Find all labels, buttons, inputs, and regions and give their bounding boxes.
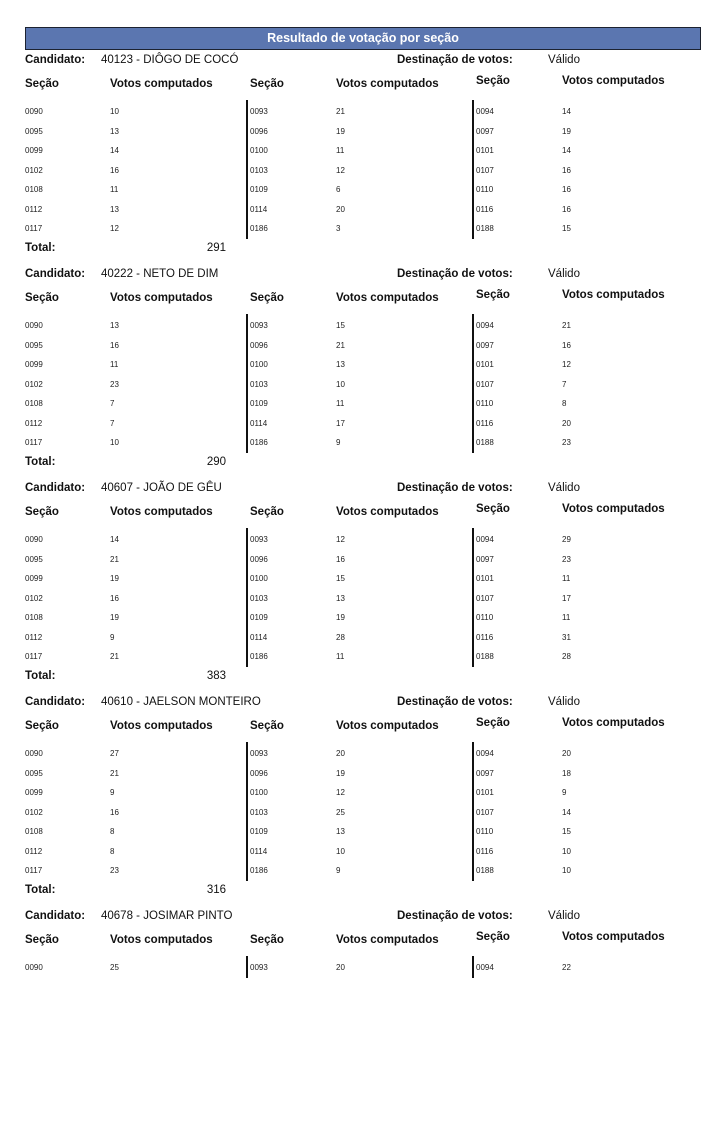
vote-count: 9 (110, 632, 115, 642)
vote-count: 11 (336, 399, 345, 408)
total-label: Total: (25, 883, 56, 896)
vote-count: 22 (562, 963, 571, 972)
vote-count: 17 (336, 418, 345, 428)
vote-count: 21 (110, 652, 119, 661)
vote-count: 17 (562, 593, 571, 603)
vote-count: 16 (110, 165, 119, 175)
column-header-votes: Votos computados (110, 292, 213, 304)
section-number: 0109 (250, 613, 268, 622)
section-number: 0109 (250, 185, 268, 194)
vote-count: 16 (562, 185, 571, 194)
section-number: 0097 (476, 554, 494, 564)
vote-count: 21 (336, 107, 345, 116)
vote-count: 20 (336, 749, 345, 758)
vote-count: 15 (562, 827, 571, 836)
vote-count: 23 (562, 438, 571, 447)
destination-label: Destinação de votos: (397, 696, 513, 708)
destination-label: Destinação de votos: (397, 54, 513, 66)
column-header-votes: Votos computados (110, 78, 213, 90)
vote-count: 10 (336, 379, 345, 389)
column-header-section: Seção (476, 75, 510, 87)
vote-count: 13 (336, 827, 345, 836)
section-number: 0090 (25, 321, 43, 330)
column-separator (246, 956, 248, 978)
section-number: 0109 (250, 399, 268, 408)
vote-count: 20 (336, 204, 345, 214)
section-number: 0102 (25, 379, 43, 389)
column-separator (246, 100, 248, 239)
section-number: 0094 (476, 107, 494, 116)
column-header-votes: Votos computados (110, 506, 213, 518)
column-header-section: Seção (250, 934, 284, 946)
destination-value: Válido (548, 482, 580, 494)
column-header-section: Seção (476, 503, 510, 515)
section-number: 0100 (250, 788, 268, 797)
report-title: Resultado de votação por seção (25, 27, 701, 50)
section-number: 0095 (25, 768, 43, 778)
section-number: 0101 (476, 146, 494, 155)
vote-count: 19 (336, 126, 345, 136)
vote-count: 10 (562, 846, 571, 856)
section-number: 0103 (250, 379, 268, 389)
vote-count: 3 (336, 224, 341, 233)
vote-count: 11 (562, 613, 571, 622)
section-number: 0094 (476, 535, 494, 544)
section-number: 0112 (25, 418, 43, 428)
total-label: Total: (25, 455, 56, 468)
vote-count: 12 (336, 165, 345, 175)
vote-count: 13 (110, 126, 119, 136)
vote-count: 14 (110, 535, 119, 544)
column-header-section: Seção (476, 717, 510, 729)
vote-count: 20 (562, 418, 571, 428)
section-number: 0100 (250, 146, 268, 155)
vote-count: 21 (336, 340, 345, 350)
vote-count: 23 (110, 866, 119, 875)
vote-count: 23 (110, 379, 119, 389)
section-number: 0094 (476, 963, 494, 972)
vote-count: 14 (562, 146, 571, 155)
column-header-section: Seção (476, 289, 510, 301)
section-number: 0099 (25, 574, 43, 583)
section-number: 0188 (476, 224, 494, 233)
vote-count: 27 (110, 749, 119, 758)
vote-count: 7 (110, 399, 115, 408)
column-header-section: Seção (25, 506, 59, 518)
section-number: 0110 (476, 399, 494, 408)
vote-count: 12 (336, 535, 345, 544)
section-number: 0099 (25, 788, 43, 797)
section-number: 0093 (250, 749, 268, 758)
vote-count: 25 (336, 807, 345, 817)
column-header-section: Seção (476, 931, 510, 943)
section-number: 0107 (476, 593, 494, 603)
vote-count: 15 (336, 574, 345, 583)
section-number: 0117 (25, 866, 43, 875)
vote-count: 12 (336, 788, 345, 797)
section-number: 0095 (25, 126, 43, 136)
column-separator (472, 100, 474, 239)
section-number: 0108 (25, 613, 43, 622)
section-number: 0112 (25, 846, 43, 856)
destination-value: Válido (548, 268, 580, 280)
candidate-block (0, 54, 724, 268)
vote-count: 16 (562, 204, 571, 214)
section-number: 0100 (250, 360, 268, 369)
section-number: 0116 (476, 846, 494, 856)
vote-count: 7 (562, 379, 567, 389)
vote-count: 10 (110, 438, 119, 447)
section-number: 0116 (476, 204, 494, 214)
section-number: 0110 (476, 827, 494, 836)
vote-count: 12 (562, 360, 571, 369)
section-number: 0094 (476, 749, 494, 758)
column-header-section: Seção (25, 292, 59, 304)
destination-label: Destinação de votos: (397, 268, 513, 280)
vote-count: 16 (110, 593, 119, 603)
total-value: 291 (206, 241, 226, 254)
section-number: 0093 (250, 963, 268, 972)
vote-count: 19 (562, 126, 571, 136)
section-number: 0095 (25, 554, 43, 564)
section-number: 0102 (25, 593, 43, 603)
section-number: 0102 (25, 165, 43, 175)
section-number: 0093 (250, 321, 268, 330)
section-number: 0109 (250, 827, 268, 836)
column-header-votes: Votos computados (336, 506, 439, 518)
section-number: 0116 (476, 418, 494, 428)
destination-value: Válido (548, 54, 580, 66)
column-header-votes: Votos computados (562, 503, 665, 515)
section-number: 0107 (476, 379, 494, 389)
column-header-votes: Votos computados (336, 720, 439, 732)
vote-count: 28 (562, 652, 571, 661)
vote-count: 14 (110, 146, 119, 155)
vote-count: 16 (562, 340, 571, 350)
column-header-section: Seção (25, 934, 59, 946)
vote-count: 16 (110, 807, 119, 817)
column-separator (472, 314, 474, 453)
column-header-votes: Votos computados (562, 75, 665, 87)
column-separator (246, 314, 248, 453)
section-number: 0097 (476, 126, 494, 136)
column-header-votes: Votos computados (562, 717, 665, 729)
section-number: 0112 (25, 632, 43, 642)
column-header-votes: Votos computados (562, 289, 665, 301)
candidate-name: 40607 - JOÃO DE GÊU (101, 482, 222, 494)
vote-count: 12 (110, 224, 119, 233)
vote-count: 15 (562, 224, 571, 233)
vote-count: 10 (336, 846, 345, 856)
section-number: 0099 (25, 146, 43, 155)
section-number: 0096 (250, 126, 268, 136)
candidate-label: Candidato: (25, 910, 86, 922)
section-number: 0114 (250, 204, 268, 214)
section-number: 0101 (476, 574, 494, 583)
destination-value: Válido (548, 910, 580, 922)
vote-count: 8 (110, 827, 115, 836)
section-number: 0108 (25, 827, 43, 836)
section-number: 0095 (25, 340, 43, 350)
vote-count: 9 (336, 438, 341, 447)
vote-count: 6 (336, 185, 341, 194)
vote-count: 10 (110, 107, 119, 116)
candidate-block (0, 696, 724, 910)
column-separator (472, 742, 474, 881)
vote-count: 11 (562, 574, 571, 583)
vote-count: 11 (336, 146, 345, 155)
total-label: Total: (25, 669, 56, 682)
section-number: 0114 (250, 418, 268, 428)
vote-count: 8 (110, 846, 115, 856)
section-number: 0103 (250, 593, 268, 603)
candidate-label: Candidato: (25, 482, 86, 494)
vote-count: 20 (562, 749, 571, 758)
vote-count: 21 (110, 554, 119, 564)
vote-count: 9 (336, 866, 341, 875)
vote-count: 21 (110, 768, 119, 778)
candidate-block (0, 482, 724, 696)
vote-count: 11 (110, 185, 119, 194)
section-number: 0096 (250, 340, 268, 350)
candidate-block (0, 910, 724, 1124)
total-label: Total: (25, 241, 56, 254)
section-number: 0096 (250, 768, 268, 778)
vote-count: 11 (110, 360, 119, 369)
section-number: 0110 (476, 185, 494, 194)
section-number: 0102 (25, 807, 43, 817)
section-number: 0093 (250, 535, 268, 544)
column-header-section: Seção (250, 506, 284, 518)
section-number: 0107 (476, 165, 494, 175)
section-number: 0186 (250, 866, 268, 875)
section-number: 0101 (476, 360, 494, 369)
column-header-section: Seção (250, 78, 284, 90)
column-header-votes: Votos computados (110, 720, 213, 732)
total-value: 316 (206, 883, 226, 896)
section-number: 0103 (250, 165, 268, 175)
column-header-votes: Votos computados (336, 292, 439, 304)
column-header-votes: Votos computados (336, 934, 439, 946)
column-header-votes: Votos computados (562, 931, 665, 943)
destination-value: Válido (548, 696, 580, 708)
candidate-name: 40678 - JOSIMAR PINTO (101, 910, 233, 922)
section-number: 0116 (476, 632, 494, 642)
column-header-section: Seção (25, 720, 59, 732)
candidate-name: 40123 - DIÔGO DE COCÓ (101, 54, 239, 66)
total-value: 290 (206, 455, 226, 468)
section-number: 0099 (25, 360, 43, 369)
column-header-section: Seção (250, 720, 284, 732)
vote-count: 19 (110, 613, 119, 622)
section-number: 0097 (476, 340, 494, 350)
section-number: 0090 (25, 963, 43, 972)
vote-count: 28 (336, 632, 345, 642)
vote-count: 13 (110, 204, 119, 214)
vote-count: 16 (336, 554, 345, 564)
section-number: 0108 (25, 399, 43, 408)
section-number: 0188 (476, 652, 494, 661)
vote-count: 19 (336, 613, 345, 622)
section-number: 0188 (476, 866, 494, 875)
section-number: 0114 (250, 846, 268, 856)
section-number: 0100 (250, 574, 268, 583)
section-number: 0101 (476, 788, 494, 797)
vote-count: 25 (110, 963, 119, 972)
column-separator (472, 528, 474, 667)
vote-count: 31 (562, 632, 571, 642)
vote-count: 23 (562, 554, 571, 564)
candidate-name: 40222 - NETO DE DIM (101, 268, 219, 280)
vote-count: 19 (336, 768, 345, 778)
section-number: 0090 (25, 535, 43, 544)
destination-label: Destinação de votos: (397, 482, 513, 494)
section-number: 0096 (250, 554, 268, 564)
section-number: 0107 (476, 807, 494, 817)
column-header-section: Seção (250, 292, 284, 304)
vote-count: 8 (562, 399, 567, 408)
vote-count: 18 (562, 768, 571, 778)
vote-count: 19 (110, 574, 119, 583)
column-header-votes: Votos computados (336, 78, 439, 90)
vote-count: 13 (336, 360, 345, 369)
vote-count: 20 (336, 963, 345, 972)
total-value: 383 (206, 669, 226, 682)
vote-count: 13 (110, 321, 119, 330)
vote-count: 7 (110, 418, 115, 428)
section-number: 0186 (250, 224, 268, 233)
vote-count: 11 (336, 652, 345, 661)
section-number: 0186 (250, 438, 268, 447)
vote-count: 15 (336, 321, 345, 330)
vote-count: 14 (562, 107, 571, 116)
section-number: 0117 (25, 438, 43, 447)
section-number: 0097 (476, 768, 494, 778)
section-number: 0114 (250, 632, 268, 642)
section-number: 0117 (25, 652, 43, 661)
candidate-name: 40610 - JAELSON MONTEIRO (101, 696, 261, 708)
candidate-label: Candidato: (25, 54, 86, 66)
section-number: 0117 (25, 224, 43, 233)
vote-count: 14 (562, 807, 571, 817)
vote-count: 16 (562, 165, 571, 175)
candidate-label: Candidato: (25, 268, 86, 280)
column-header-votes: Votos computados (110, 934, 213, 946)
vote-count: 9 (562, 788, 567, 797)
section-number: 0188 (476, 438, 494, 447)
destination-label: Destinação de votos: (397, 910, 513, 922)
vote-count: 10 (562, 866, 571, 875)
vote-count: 21 (562, 321, 571, 330)
section-number: 0094 (476, 321, 494, 330)
column-separator (246, 742, 248, 881)
candidate-label: Candidato: (25, 696, 86, 708)
column-header-section: Seção (25, 78, 59, 90)
section-number: 0093 (250, 107, 268, 116)
candidate-block (0, 268, 724, 482)
column-separator (472, 956, 474, 978)
vote-count: 16 (110, 340, 119, 350)
section-number: 0090 (25, 107, 43, 116)
vote-count: 13 (336, 593, 345, 603)
section-number: 0108 (25, 185, 43, 194)
vote-count: 29 (562, 535, 571, 544)
column-separator (246, 528, 248, 667)
vote-count: 9 (110, 788, 115, 797)
section-number: 0110 (476, 613, 494, 622)
section-number: 0090 (25, 749, 43, 758)
section-number: 0103 (250, 807, 268, 817)
section-number: 0186 (250, 652, 268, 661)
section-number: 0112 (25, 204, 43, 214)
